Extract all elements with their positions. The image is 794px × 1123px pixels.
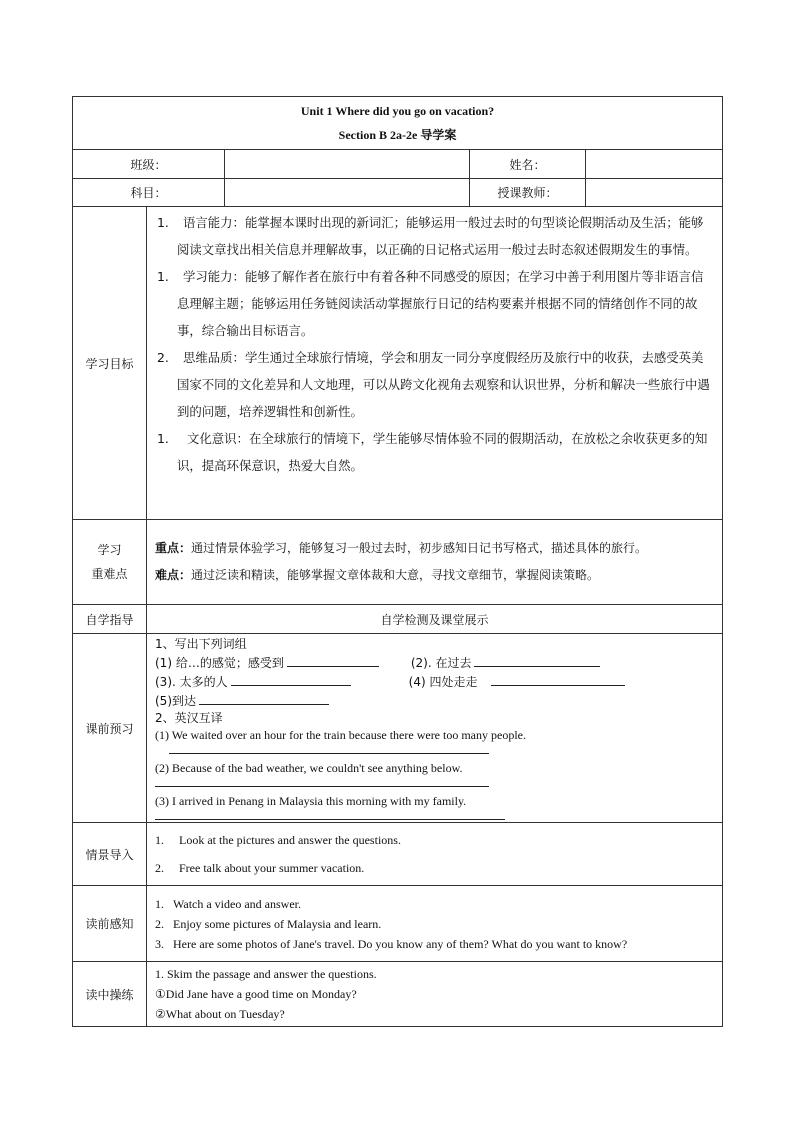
intro-content: [147, 823, 723, 886]
keypoints-label: [73, 520, 147, 605]
whilereading-label: 读中操练: [73, 962, 147, 1027]
phrase-2: (2). 在过去: [410, 656, 472, 670]
intro-number: 2.: [155, 861, 164, 875]
prereading-content: [147, 886, 723, 962]
phrase-3-blank[interactable]: [231, 672, 351, 686]
whilereading-row: [73, 962, 723, 1027]
sentence-3-answer-line[interactable]: [155, 810, 505, 820]
prereading-row: [73, 886, 723, 962]
preview-row: [73, 634, 723, 823]
phrase-1-blank[interactable]: [287, 653, 379, 667]
goals-label: 学习目标: [73, 207, 147, 520]
keypoints-content: [147, 520, 723, 605]
goal-item: [157, 209, 714, 263]
goal-number: 1.: [157, 215, 169, 230]
intro-row: [73, 823, 723, 886]
title-cell: [73, 97, 723, 150]
goal-item: [157, 425, 714, 479]
keypoints-row: [73, 520, 723, 605]
phrase-row-2: [155, 672, 716, 691]
phrase-1: (1) 给…的感觉；感受到: [155, 656, 284, 670]
lesson-plan-table: [72, 96, 723, 1027]
whilereading-line1: 1. Skim the passage and answer the questions.: [155, 967, 377, 981]
goals-row: [73, 207, 723, 520]
prereading-item: [155, 894, 714, 914]
intro-item: [155, 826, 714, 854]
name-label: 姓名：: [470, 150, 586, 179]
phrase-4: (4) 四处走走: [408, 675, 478, 689]
title-line2: Section B 2a-2e 导学案: [338, 128, 457, 142]
phrase-5: (5)到达: [155, 694, 196, 708]
title-row: [73, 97, 723, 150]
prereading-item: [155, 914, 714, 934]
prereading-number: 2.: [155, 916, 164, 931]
key-label: 重点：: [155, 541, 192, 555]
goal-number: 1.: [157, 269, 169, 284]
phrase-4-blank[interactable]: [491, 672, 625, 686]
whilereading-content: [147, 962, 723, 1027]
phrase-2-blank[interactable]: [474, 653, 600, 667]
class-label: 班级：: [73, 150, 225, 179]
preview-section1: 1、写出下列词组: [155, 637, 247, 651]
preview-label: 课前预习: [73, 634, 147, 823]
goal-item: [157, 263, 714, 344]
phrase-3: (3). 太多的人: [155, 675, 228, 689]
phrase-row-3: [155, 691, 716, 710]
key-point: [155, 535, 716, 562]
prereading-text: Here are some photos of Jane's travel. Do you know any of them? What do you want to know?: [173, 936, 628, 951]
prereading-label: 读前感知: [73, 886, 147, 962]
keypoints-label-line1: 学习: [97, 543, 122, 557]
goal-item: [157, 344, 714, 425]
teacher-label: 授课教师：: [470, 179, 586, 207]
sentence-1: (1) We waited over an hour for the train because there were too many people.: [155, 728, 526, 742]
name-field[interactable]: [586, 150, 723, 179]
goal-text: 语言能力：能掌握本课时出现的新词汇；能够运用一般过去时的句型谈论假期活动及生活；能够阅读文章找出相关信息并理解故事，以正确的日记格式运用一般过去时态叙述假期发生的事情。: [177, 215, 704, 257]
key-text: 通过情景体验学习，能够复习一般过去时，初步感知日记书写格式，描述具体的旅行。: [191, 541, 648, 555]
preview-content: [147, 634, 723, 823]
prereading-text: Enjoy some pictures of Malaysia and learn.: [173, 916, 382, 931]
prereading-number: 1.: [155, 896, 164, 911]
whilereading-line3: ②What about on Tuesday?: [155, 1007, 285, 1021]
subject-row: [73, 179, 723, 207]
prereading-item: [155, 934, 714, 954]
prereading-text: Watch a video and answer.: [173, 896, 301, 911]
prereading-number: 3.: [155, 936, 164, 951]
intro-text: Free talk about your summer vacation.: [179, 861, 365, 875]
intro-text: Look at the pictures and answer the questions.: [179, 833, 401, 847]
goals-content: [147, 207, 723, 520]
intro-label: 情景导入: [73, 823, 147, 886]
class-field[interactable]: [225, 150, 470, 179]
guide-row: [73, 605, 723, 634]
phrase-row-1: [155, 653, 716, 672]
class-row: [73, 150, 723, 179]
subject-field[interactable]: [225, 179, 470, 207]
guide-header: 自学检测及课堂展示: [147, 605, 723, 634]
goal-text: 思维品质：学生通过全球旅行情境，学会和朋友一同分享度假经历及旅行中的收获，去感受英美国家不同的文化差异和人文地理，可以从跨文化视角去观察和认识世界，分析和解决一些旅行中遇到的问题，培养逻辑性和创新性。: [177, 350, 710, 419]
phrase-5-blank[interactable]: [199, 691, 329, 705]
guide-label: 自学指导: [73, 605, 147, 634]
difficult-point: [155, 562, 716, 589]
teacher-field[interactable]: [586, 179, 723, 207]
difficult-label: 难点：: [155, 568, 192, 582]
subject-label: 科目：: [73, 179, 225, 207]
goal-text: 学习能力：能够了解作者在旅行中有着各种不同感受的原因；在学习中善于利用图片等非语言信息理解主题；能够运用任务链阅读活动掌握旅行日记的结构要素并根据不同的情绪创作不同的故事，综合输出目标语言。: [177, 269, 704, 338]
sentence-2-answer-line[interactable]: [155, 777, 489, 787]
goal-number: 2.: [157, 350, 169, 365]
sentence-2: (2) Because of the bad weather, we couldn't see anything below.: [155, 761, 463, 775]
keypoints-label-line2: 重难点: [91, 567, 128, 581]
goal-number: 1.: [157, 431, 169, 446]
whilereading-line2: ①Did Jane have a good time on Monday?: [155, 987, 357, 1001]
title-line1: Unit 1 Where did you go on vacation?: [300, 104, 495, 118]
sentence-1-answer-line[interactable]: [169, 744, 489, 754]
sentence-3: (3) I arrived in Penang in Malaysia this morning with my family.: [155, 794, 467, 808]
intro-number: 1.: [155, 833, 164, 847]
goal-text: 文化意识：在全球旅行的情境下，学生能够尽情体验不同的假期活动，在放松之余收获更多的知识，提高环保意识，热爱大自然。: [177, 431, 708, 473]
preview-section2: 2、英汉互译: [155, 711, 223, 725]
intro-item: [155, 854, 714, 882]
difficult-text: 通过泛读和精读，能够掌握文章体裁和大意，寻找文章细节，掌握阅读策略。: [191, 568, 600, 582]
